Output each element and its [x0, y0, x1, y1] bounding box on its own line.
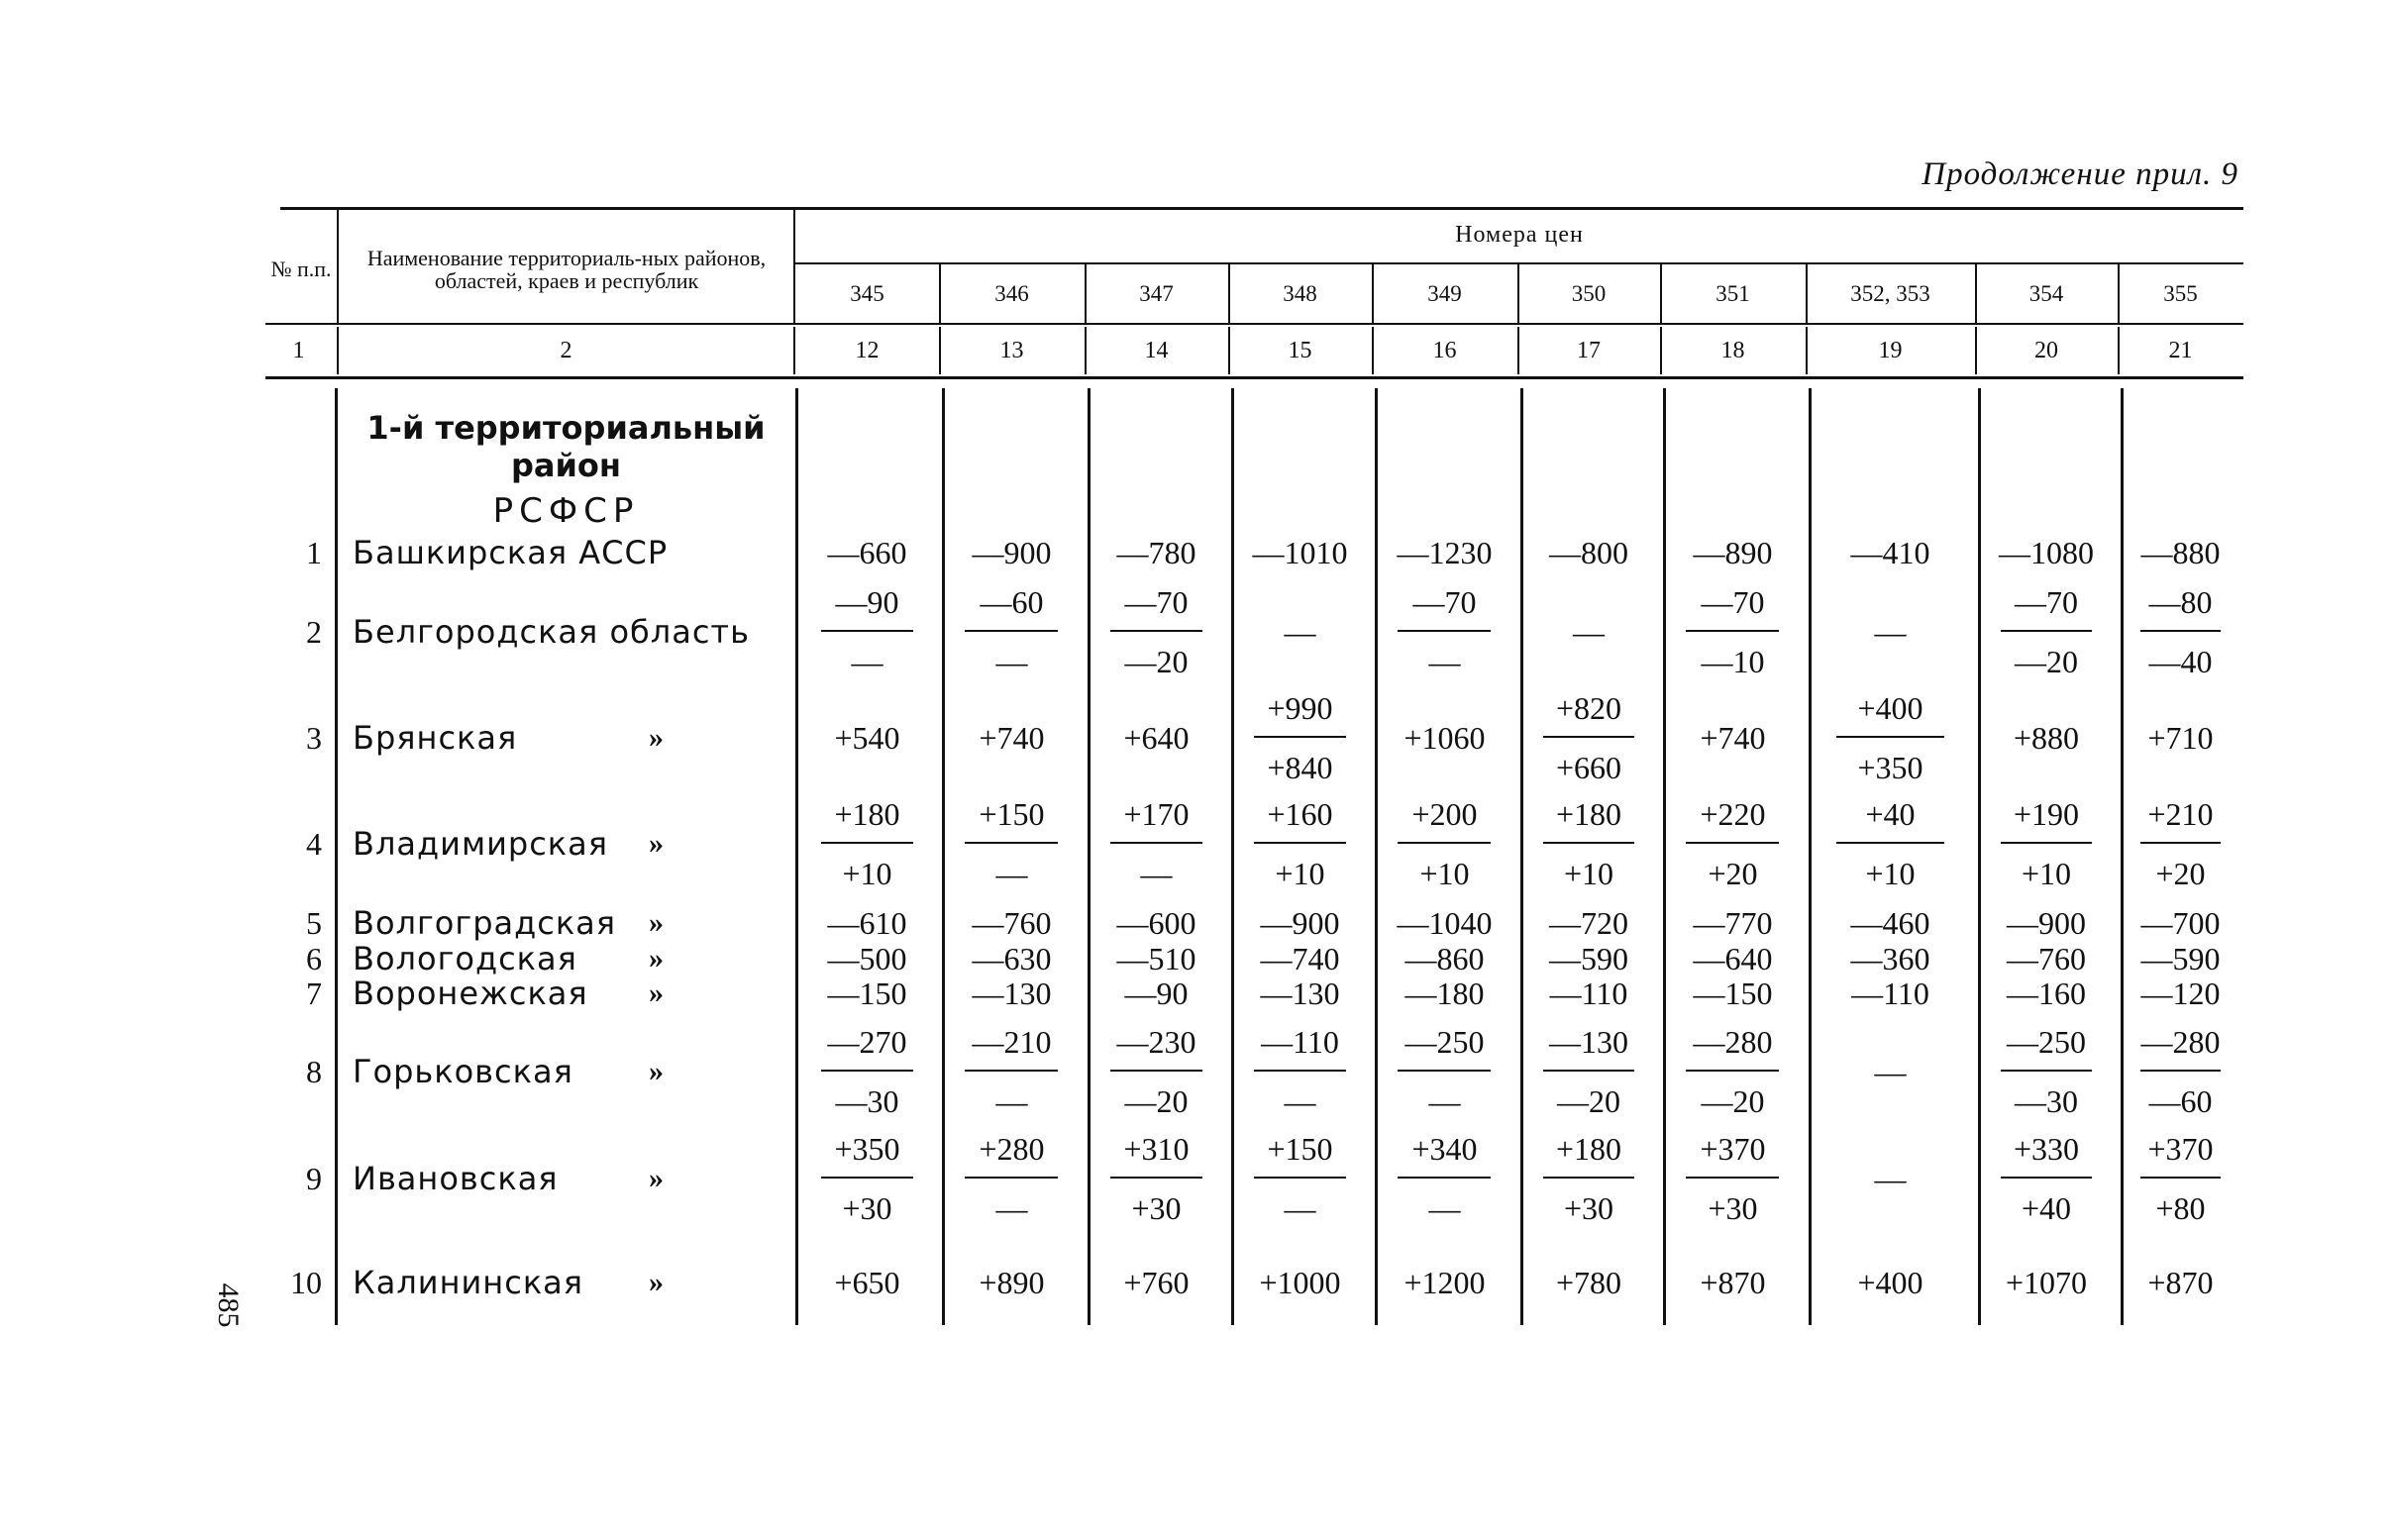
denominator-value: —20 — [1557, 1083, 1620, 1119]
numerator-value: +990 — [1267, 690, 1333, 726]
denominator-value: +20 — [1708, 856, 1758, 891]
cell-value: +1070 — [2005, 1265, 2088, 1300]
cell-value: —720 — [1549, 905, 1628, 941]
numerator-value: +350 — [834, 1131, 900, 1167]
price-code-header: 348 — [1283, 280, 1317, 306]
numerator-value: +160 — [1267, 796, 1333, 832]
numerator-value: —110 — [1261, 1024, 1339, 1060]
numerator-value: —130 — [1549, 1024, 1628, 1060]
header-divider — [1975, 264, 1977, 325]
fraction-bar — [1254, 1070, 1346, 1072]
denominator-value: — — [1428, 644, 1461, 679]
denominator-value: +80 — [2155, 1190, 2206, 1226]
fraction-bar — [1686, 1070, 1779, 1072]
column-number: 15 — [1288, 337, 1312, 363]
fraction-bar — [1110, 630, 1202, 632]
fraction-bar — [2140, 1070, 2221, 1072]
header-group: Номера цен — [1455, 222, 1584, 249]
denominator-value: — — [1284, 1190, 1316, 1226]
region-name: Брянская — [353, 719, 518, 757]
price-code-header: 345 — [850, 280, 884, 306]
fraction-bar — [1836, 842, 1944, 844]
header-name: Наименование территориаль-ных районов, областей, краев и республик — [366, 245, 767, 293]
fraction-bar — [1110, 842, 1202, 844]
denominator-value: —20 — [1701, 1083, 1765, 1119]
republic-label: РСФСР — [492, 491, 640, 531]
cell-value: —800 — [1549, 535, 1628, 570]
header-divider — [1806, 327, 1808, 374]
denominator-value: — — [995, 1190, 1028, 1226]
numerator-value: +340 — [1411, 1131, 1478, 1167]
fraction-bar — [1110, 1177, 1202, 1179]
denominator-value: +840 — [1267, 750, 1333, 785]
numerator-value: +820 — [1555, 690, 1622, 726]
header-divider — [1517, 264, 1519, 325]
cell-value: —590 — [1549, 941, 1628, 976]
cell-value: +740 — [1700, 720, 1766, 756]
numerator-value: +40 — [1865, 796, 1916, 832]
cell-value: +760 — [1123, 1265, 1190, 1300]
denominator-value: —30 — [835, 1083, 899, 1119]
column-number: 16 — [1432, 337, 1457, 363]
cell-value: —1230 — [1397, 535, 1493, 570]
numerator-value: +370 — [1700, 1131, 1766, 1167]
cell-value: —700 — [2140, 905, 2221, 941]
cell-value: —180 — [1404, 975, 1485, 1011]
fraction-bar — [1836, 736, 1944, 738]
numerator-value: +210 — [2147, 796, 2214, 832]
header-divider — [1372, 264, 1374, 325]
fraction-bar — [965, 1177, 1058, 1179]
denominator-value: +10 — [1865, 856, 1916, 891]
numerator-value: —280 — [1693, 1024, 1773, 1060]
column-number: 19 — [1878, 337, 1903, 363]
cell-value: —150 — [1693, 975, 1773, 1011]
denominator-value: —10 — [1701, 644, 1765, 679]
ditto-mark: » — [649, 827, 664, 860]
group-header-rule — [795, 262, 2243, 264]
fraction-bar — [1543, 1070, 1634, 1072]
numerator-value: —90 — [835, 584, 899, 620]
denominator-value: +20 — [2155, 856, 2206, 891]
column-number: 14 — [1144, 337, 1169, 363]
cell-value: —500 — [827, 941, 907, 976]
ditto-mark: » — [649, 1162, 664, 1194]
cell-value: —900 — [2007, 905, 2086, 941]
numerator-value: —280 — [2140, 1024, 2221, 1060]
denominator-value: —40 — [2148, 644, 2213, 679]
cell-value: — — [1573, 614, 1605, 650]
fraction-bar — [1254, 736, 1346, 738]
fraction-bar — [1110, 1070, 1202, 1072]
numerator-value: —230 — [1116, 1024, 1196, 1060]
numerator-value: +180 — [834, 796, 900, 832]
denominator-value: +30 — [1131, 1190, 1182, 1226]
cell-value: +740 — [979, 720, 1045, 756]
fraction-bar — [2001, 1070, 2092, 1072]
denominator-value: — — [1428, 1083, 1461, 1119]
numerator-value: +170 — [1123, 796, 1190, 832]
denominator-value: +30 — [1708, 1190, 1758, 1226]
cell-value: —590 — [2140, 941, 2221, 976]
price-code-header: 355 — [2163, 280, 2198, 306]
header-divider — [337, 210, 339, 325]
denominator-value: +40 — [2021, 1190, 2072, 1226]
ditto-mark: » — [649, 976, 664, 1009]
header-divider — [1806, 264, 1808, 325]
region-name: Волгоградская — [353, 904, 617, 942]
region-name: Белгородская область — [353, 613, 750, 651]
column-number: 17 — [1577, 337, 1601, 363]
cell-value: — — [1284, 614, 1316, 650]
fraction-bar — [821, 842, 913, 844]
denominator-value: — — [995, 856, 1028, 891]
fraction-bar — [821, 630, 913, 632]
denominator-value: — — [995, 644, 1028, 679]
denominator-value: +30 — [842, 1190, 892, 1226]
row-number: 1 — [306, 535, 322, 570]
cell-value: —120 — [2140, 975, 2221, 1011]
denominator-value: +350 — [1857, 750, 1923, 785]
numerator-value: +150 — [979, 796, 1045, 832]
price-code-header: 346 — [994, 280, 1029, 306]
column-number-rule — [265, 376, 2243, 379]
denominator-value: —30 — [2015, 1083, 2078, 1119]
cell-value: +540 — [834, 720, 900, 756]
price-code-header: 350 — [1571, 280, 1607, 306]
cell-value: —460 — [1850, 905, 1930, 941]
row-number: 4 — [306, 826, 322, 862]
cell-value: — — [1874, 614, 1907, 650]
fraction-bar — [2001, 842, 2092, 844]
numerator-value: +180 — [1555, 1131, 1622, 1167]
cell-value: +870 — [2147, 1265, 2214, 1300]
price-code-header: 352, 353 — [1850, 280, 1930, 306]
cell-value: —760 — [972, 905, 1052, 941]
denominator-value: +10 — [842, 856, 892, 891]
denominator-value: +660 — [1555, 750, 1622, 785]
fraction-bar — [965, 842, 1058, 844]
price-code-header: 347 — [1139, 280, 1174, 306]
fraction-bar — [1543, 736, 1634, 738]
page-number: 485 — [212, 1283, 245, 1328]
cell-value: —360 — [1850, 941, 1930, 976]
numerator-value: —70 — [1124, 584, 1189, 620]
cell-value: —780 — [1116, 535, 1196, 570]
cell-value: —660 — [827, 535, 907, 570]
numerator-value: +370 — [2147, 1131, 2214, 1167]
numerator-value: —80 — [2148, 584, 2213, 620]
fraction-bar — [1398, 630, 1491, 632]
continuation-caption: Продолжение прил. 9 — [1922, 156, 2238, 192]
header-divider — [793, 210, 795, 325]
region-name: Вологодская — [353, 940, 577, 977]
numerator-value: +200 — [1411, 796, 1478, 832]
header-divider — [793, 327, 795, 374]
row-number: 8 — [306, 1054, 322, 1089]
header-bottom-rule — [265, 323, 2243, 325]
row-number: 7 — [306, 975, 322, 1011]
numerator-value: +150 — [1267, 1131, 1333, 1167]
header-no: № п.п. — [270, 257, 332, 282]
fraction-bar — [1398, 842, 1491, 844]
header-divider — [337, 327, 339, 374]
region-name: Воронежская — [353, 975, 588, 1012]
numerator-value: —60 — [980, 584, 1044, 620]
cell-value: +640 — [1123, 720, 1190, 756]
price-code-header: 351 — [1715, 280, 1750, 306]
cell-value: —770 — [1693, 905, 1773, 941]
cell-value: —110 — [1851, 975, 1929, 1011]
cell-value: +880 — [2013, 720, 2080, 756]
header-divider — [939, 327, 941, 374]
denominator-value: +10 — [2021, 856, 2072, 891]
cell-value: —900 — [972, 535, 1052, 570]
cell-value: —130 — [972, 975, 1052, 1011]
row-number: 9 — [306, 1161, 322, 1196]
row-number: 10 — [290, 1265, 322, 1300]
cell-value: — — [1874, 1054, 1907, 1089]
denominator-value: — — [1284, 1083, 1316, 1119]
cell-value: +1000 — [1259, 1265, 1341, 1300]
header-divider — [2118, 327, 2120, 374]
denominator-value: — — [1428, 1190, 1461, 1226]
cell-value: —900 — [1260, 905, 1340, 941]
numerator-value: +400 — [1857, 690, 1923, 726]
price-code-header: 354 — [2028, 280, 2064, 306]
row-number: 3 — [306, 720, 322, 756]
numerator-value: —270 — [827, 1024, 907, 1060]
denominator-value: —20 — [1124, 644, 1189, 679]
cell-value: —880 — [2140, 535, 2221, 570]
column-number: 20 — [2034, 337, 2058, 363]
row-number: 5 — [306, 905, 322, 941]
header-divider — [939, 264, 941, 325]
denominator-value: +10 — [1275, 856, 1325, 891]
fraction-bar — [1398, 1070, 1491, 1072]
cell-value: —160 — [2007, 975, 2086, 1011]
ditto-mark: » — [649, 721, 664, 754]
cell-value: — — [1874, 1161, 1907, 1196]
denominator-value: —20 — [2015, 644, 2078, 679]
cell-value: —630 — [972, 941, 1052, 976]
cell-value: +1200 — [1403, 1265, 1486, 1300]
header-divider — [1085, 327, 1087, 374]
body-divider — [335, 388, 338, 1325]
cell-value: —1080 — [1999, 535, 2094, 570]
header-divider — [1228, 264, 1230, 325]
denominator-value: +10 — [1419, 856, 1470, 891]
cell-value: —1010 — [1252, 535, 1348, 570]
cell-value: +890 — [979, 1265, 1045, 1300]
cell-value: —150 — [827, 975, 907, 1011]
column-number: 21 — [2168, 337, 2193, 363]
header-divider — [1085, 264, 1087, 325]
cell-value: +780 — [1555, 1265, 1622, 1300]
header-divider — [1975, 327, 1977, 374]
region-name: Башкирская АССР — [353, 534, 669, 571]
header-divider — [1660, 327, 1662, 374]
numerator-value: —70 — [2015, 584, 2078, 620]
denominator-value: — — [1140, 856, 1173, 891]
cell-value: —600 — [1116, 905, 1196, 941]
cell-value: +710 — [2147, 720, 2214, 756]
ditto-mark: » — [649, 906, 664, 939]
cell-value: —760 — [2007, 941, 2086, 976]
cell-value: —410 — [1850, 535, 1930, 570]
fraction-bar — [1543, 842, 1634, 844]
fraction-bar — [2140, 842, 2221, 844]
numerator-value: —70 — [1412, 584, 1477, 620]
cell-value: +870 — [1700, 1265, 1766, 1300]
fraction-bar — [1543, 1177, 1634, 1179]
cell-value: —110 — [1549, 975, 1628, 1011]
region-name: Горьковская — [353, 1053, 573, 1090]
numerator-value: —70 — [1701, 584, 1765, 620]
cell-value: —90 — [1124, 975, 1189, 1011]
price-code-header: 349 — [1427, 280, 1462, 306]
fraction-bar — [821, 1177, 913, 1179]
fraction-bar — [965, 630, 1058, 632]
fraction-bar — [2001, 1177, 2092, 1179]
fraction-bar — [965, 1070, 1058, 1072]
denominator-value: — — [995, 1083, 1028, 1119]
fraction-bar — [1686, 842, 1779, 844]
ditto-mark: » — [649, 1266, 664, 1298]
fraction-bar — [1686, 1177, 1779, 1179]
cell-value: —740 — [1260, 941, 1340, 976]
region-name: Владимирская — [353, 825, 608, 863]
table-top-rule — [280, 207, 2243, 210]
row-number: 2 — [306, 614, 322, 650]
fraction-bar — [1686, 630, 1779, 632]
denominator-value: +30 — [1563, 1190, 1614, 1226]
header-divider — [2118, 264, 2120, 325]
denominator-value: —60 — [2148, 1083, 2213, 1119]
numerator-value: +220 — [1700, 796, 1766, 832]
cell-value: +400 — [1857, 1265, 1923, 1300]
fraction-bar — [2140, 630, 2221, 632]
numerator-value: +330 — [2013, 1131, 2080, 1167]
ditto-mark: » — [649, 1055, 664, 1087]
cell-value: —130 — [1260, 975, 1340, 1011]
header-divider — [1228, 327, 1230, 374]
numerator-value: +280 — [979, 1131, 1045, 1167]
region-title: 1-й территориальный район — [366, 409, 766, 484]
cell-value: —610 — [827, 905, 907, 941]
column-number: 12 — [855, 337, 880, 363]
numerator-value: +180 — [1555, 796, 1622, 832]
column-number: 2 — [560, 337, 572, 363]
column-number: 18 — [1720, 337, 1745, 363]
numerator-value: +310 — [1123, 1131, 1190, 1167]
column-number: 1 — [292, 337, 305, 363]
region-name: Ивановская — [353, 1160, 559, 1197]
fraction-bar — [1254, 842, 1346, 844]
header-divider — [1517, 327, 1519, 374]
cell-value: —860 — [1404, 941, 1485, 976]
header-divider — [1372, 327, 1374, 374]
cell-value: —510 — [1116, 941, 1196, 976]
cell-value: +650 — [834, 1265, 900, 1300]
fraction-bar — [1254, 1177, 1346, 1179]
cell-value: —640 — [1693, 941, 1773, 976]
fraction-bar — [821, 1070, 913, 1072]
cell-value: —890 — [1693, 535, 1773, 570]
fraction-bar — [2140, 1177, 2221, 1179]
fraction-bar — [2001, 630, 2092, 632]
denominator-value: —20 — [1124, 1083, 1189, 1119]
header-divider — [1660, 264, 1662, 325]
region-name: Калининская — [353, 1264, 583, 1301]
denominator-value: +10 — [1563, 856, 1614, 891]
numerator-value: +190 — [2013, 796, 2080, 832]
row-number: 6 — [306, 941, 322, 976]
denominator-value: — — [851, 644, 883, 679]
numerator-value: —250 — [1404, 1024, 1485, 1060]
ditto-mark: » — [649, 942, 664, 975]
numerator-value: —250 — [2007, 1024, 2086, 1060]
cell-value: +1060 — [1403, 720, 1486, 756]
cell-value: —1040 — [1397, 905, 1493, 941]
column-number: 13 — [999, 337, 1024, 363]
fraction-bar — [1398, 1177, 1491, 1179]
numerator-value: —210 — [972, 1024, 1052, 1060]
